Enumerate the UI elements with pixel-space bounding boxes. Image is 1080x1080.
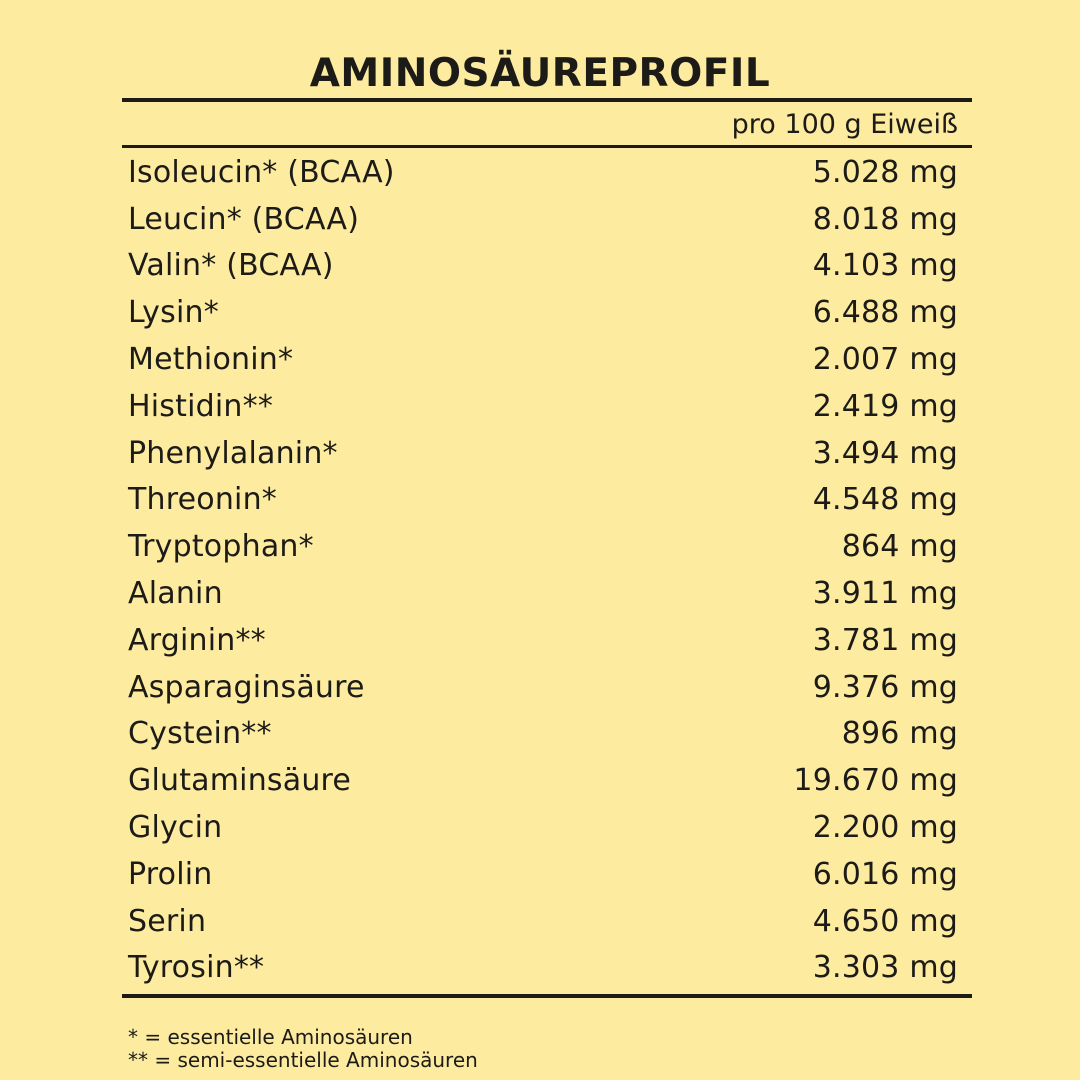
amino-acid-value: 4.103 mg	[812, 248, 958, 284]
table-row	[128, 477, 958, 524]
amino-acid-name: Methionin*	[128, 342, 294, 378]
amino-acid-name: Alanin	[128, 576, 223, 612]
table-row	[128, 757, 958, 804]
table-row	[128, 851, 958, 898]
amino-acid-value: 3.911 mg	[812, 576, 958, 612]
table-row	[128, 898, 958, 945]
amino-acid-name: Valin* (BCAA)	[128, 248, 334, 284]
amino-acid-value: 6.016 mg	[812, 856, 958, 892]
amino-acid-value: 2.419 mg	[812, 388, 958, 424]
table-row	[128, 711, 958, 758]
table-row	[128, 664, 958, 711]
table-row	[128, 570, 958, 617]
amino-acid-value: 2.007 mg	[812, 342, 958, 378]
amino-acid-name: Asparaginsäure	[128, 669, 365, 705]
amino-acid-value: 19.670 mg	[793, 763, 958, 799]
header-divider	[122, 145, 972, 148]
amino-acid-value: 3.494 mg	[812, 435, 958, 471]
amino-acid-value: 4.650 mg	[812, 903, 958, 939]
page-title: AMINOSÄUREPROFIL	[309, 51, 771, 96]
amino-acid-name: Tryptophan*	[128, 529, 314, 565]
amino-acid-name: Leucin* (BCAA)	[128, 201, 360, 237]
amino-acid-name: Serin	[128, 903, 207, 939]
amino-acid-name: Histidin**	[128, 388, 274, 424]
table-row	[128, 617, 958, 664]
amino-acid-name: Isoleucin* (BCAA)	[128, 154, 395, 190]
table-row	[128, 383, 958, 430]
table-row	[128, 196, 958, 243]
table-row	[128, 430, 958, 477]
top-divider	[122, 98, 972, 102]
table-row	[128, 243, 958, 290]
amino-acid-name: Tyrosin**	[128, 950, 265, 986]
amino-acid-name: Glycin	[128, 810, 223, 846]
table-row	[128, 336, 958, 383]
footnotes	[128, 1026, 478, 1072]
amino-acid-value: 2.200 mg	[812, 810, 958, 846]
amino-acid-value: 3.781 mg	[812, 622, 958, 658]
amino-acid-name: Glutaminsäure	[128, 763, 352, 799]
amino-acid-value: 6.488 mg	[812, 295, 958, 331]
amino-acid-name: Phenylalanin*	[128, 435, 338, 471]
amino-acid-name: Arginin**	[128, 622, 266, 658]
column-header: pro 100 g Eiweiß	[731, 109, 958, 140]
amino-acid-value: 9.376 mg	[812, 669, 958, 705]
table-row	[128, 804, 958, 851]
footnote-semi-essential: ** = semi-essentielle Aminosäuren	[128, 1048, 478, 1072]
amino-acid-value: 8.018 mg	[812, 201, 958, 237]
footnote-essential: * = essentielle Aminosäuren	[128, 1025, 413, 1049]
amino-acid-value: 864 mg	[841, 529, 958, 565]
table-row	[128, 945, 958, 992]
amino-acid-name: Lysin*	[128, 295, 219, 331]
amino-acid-name: Threonin*	[128, 482, 277, 518]
amino-acid-value: 3.303 mg	[812, 950, 958, 986]
amino-acid-table	[128, 149, 958, 991]
table-row	[128, 523, 958, 570]
amino-acid-value: 4.548 mg	[812, 482, 958, 518]
amino-acid-name: Prolin	[128, 856, 213, 892]
amino-acid-name: Cystein**	[128, 716, 272, 752]
amino-acid-value: 5.028 mg	[812, 154, 958, 190]
table-row	[128, 289, 958, 336]
amino-acid-value: 896 mg	[841, 716, 958, 752]
table-row	[128, 149, 958, 196]
bottom-divider	[122, 994, 972, 998]
